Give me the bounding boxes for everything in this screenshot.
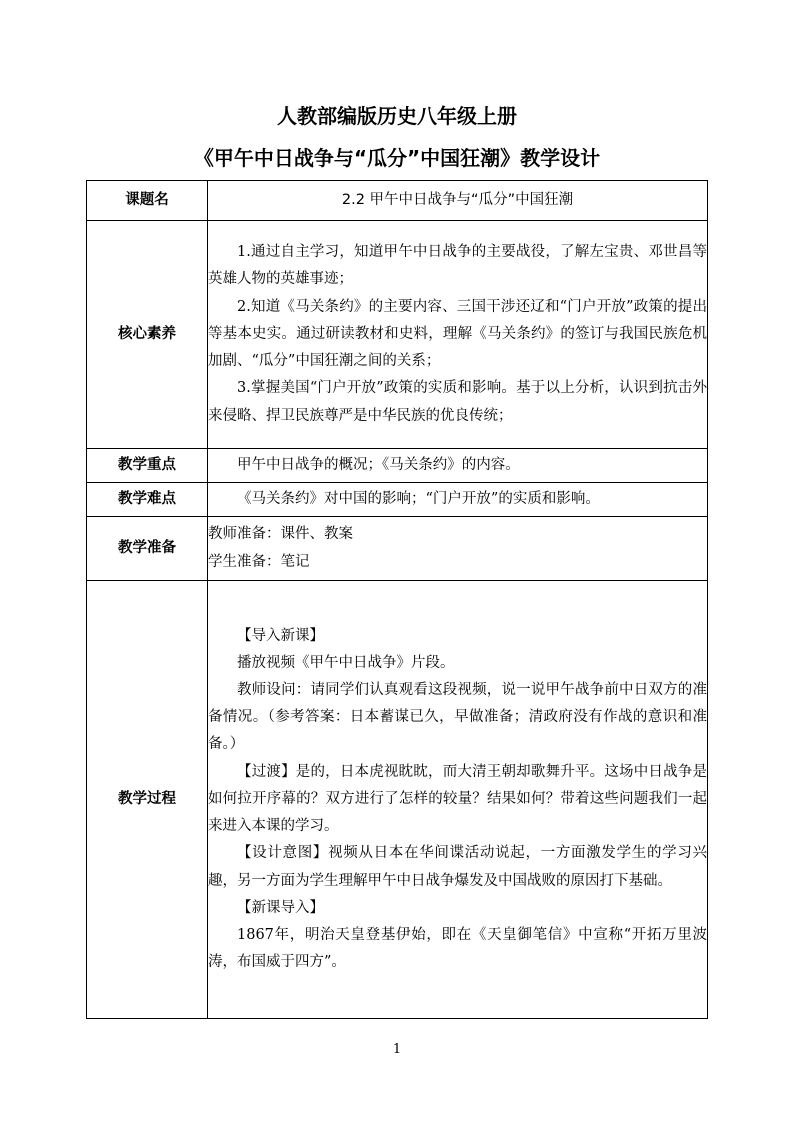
core-item-3: 3.掌握美国“门户开放”政策的实质和影响。基于以上分析，认识到抗击外来侵略、捍卫民族尊严是中华民族的优良传统； <box>208 380 707 424</box>
page-number: 1 <box>392 1042 402 1057</box>
value-core <box>208 221 708 449</box>
process-para-2: 播放视频《甲午中日战争》片段。 <box>237 654 455 671</box>
value-topic: 2.2 甲午中日战争与“瓜分”中国狂潮 <box>208 181 708 221</box>
prep-student: 学生准备：笔记 <box>208 553 310 570</box>
core-item-1: 1.通过自主学习，知道甲午中日战争的主要战役，了解左宝贵、邓世昌等英雄人物的英雄事迹； <box>208 244 707 288</box>
label-prep: 教学准备 <box>87 517 208 581</box>
value-key: 甲午中日战争的概况；《马关条约》的内容。 <box>237 456 520 473</box>
process-para-1: 【导入新课】 <box>237 627 324 644</box>
label-topic: 课题名 <box>87 181 208 221</box>
process-para-5: 【设计意图】视频从日本在华间谍活动说起，一方面激发学生的学习兴趣，另一方面为学生理解甲午中日战争爆发及中国战败的原因打下基础。 <box>208 845 707 889</box>
process-para-3: 教师设问：请同学们认真观看这段视频，说一说甲午战争前中日双方的准备情况。（参考答案：日本蓄谋已久，早做准备；清政府没有作战的意识和准备。） <box>208 682 707 753</box>
row-key <box>87 449 708 483</box>
label-process: 教学过程 <box>87 581 208 1019</box>
document-title-line2: 《甲午中日战争与“瓜分”中国狂潮》教学设计 <box>193 146 601 170</box>
row-difficult <box>87 483 708 517</box>
label-core: 核心素养 <box>87 221 208 449</box>
label-difficult: 教学难点 <box>87 483 208 517</box>
process-para-4: 【过渡】是的，日本虎视眈眈，而大清王朝却歌舞升平。这场中日战争是如何拉开序幕的？双方进行了怎样的较量？结果如何？带着这些问题我们一起来进入本课的学习。 <box>208 763 707 835</box>
value-process <box>208 581 708 1019</box>
row-topic <box>87 181 708 221</box>
row-process <box>87 581 708 1019</box>
process-para-6: 【新课导入】 <box>237 899 324 916</box>
lesson-plan-table <box>86 180 708 1019</box>
row-prep <box>87 517 708 581</box>
process-para-7: 1867年，明治天皇登基伊始，即在《天皇御笔信》中宣称“开拓万里波涛，布国威于四方”。 <box>208 926 707 971</box>
label-key: 教学重点 <box>87 449 208 483</box>
row-core <box>87 221 708 449</box>
prep-teacher: 教师准备：课件、教案 <box>208 526 353 543</box>
core-item-2: 2.知道《马关条约》的主要内容、三国干涉还辽和“门户开放”政策的提出等基本史实。通过研读教材和史料，理解《马关条约》的签订与我国民族危机加剧、“瓜分”中国狂潮之间的关系； <box>208 298 707 370</box>
value-difficult: 《马关条约》对中国的影响；“门户开放”的实质和影响。 <box>237 490 600 507</box>
document-title-line1: 人教部编版历史八年级上册 <box>277 104 517 128</box>
